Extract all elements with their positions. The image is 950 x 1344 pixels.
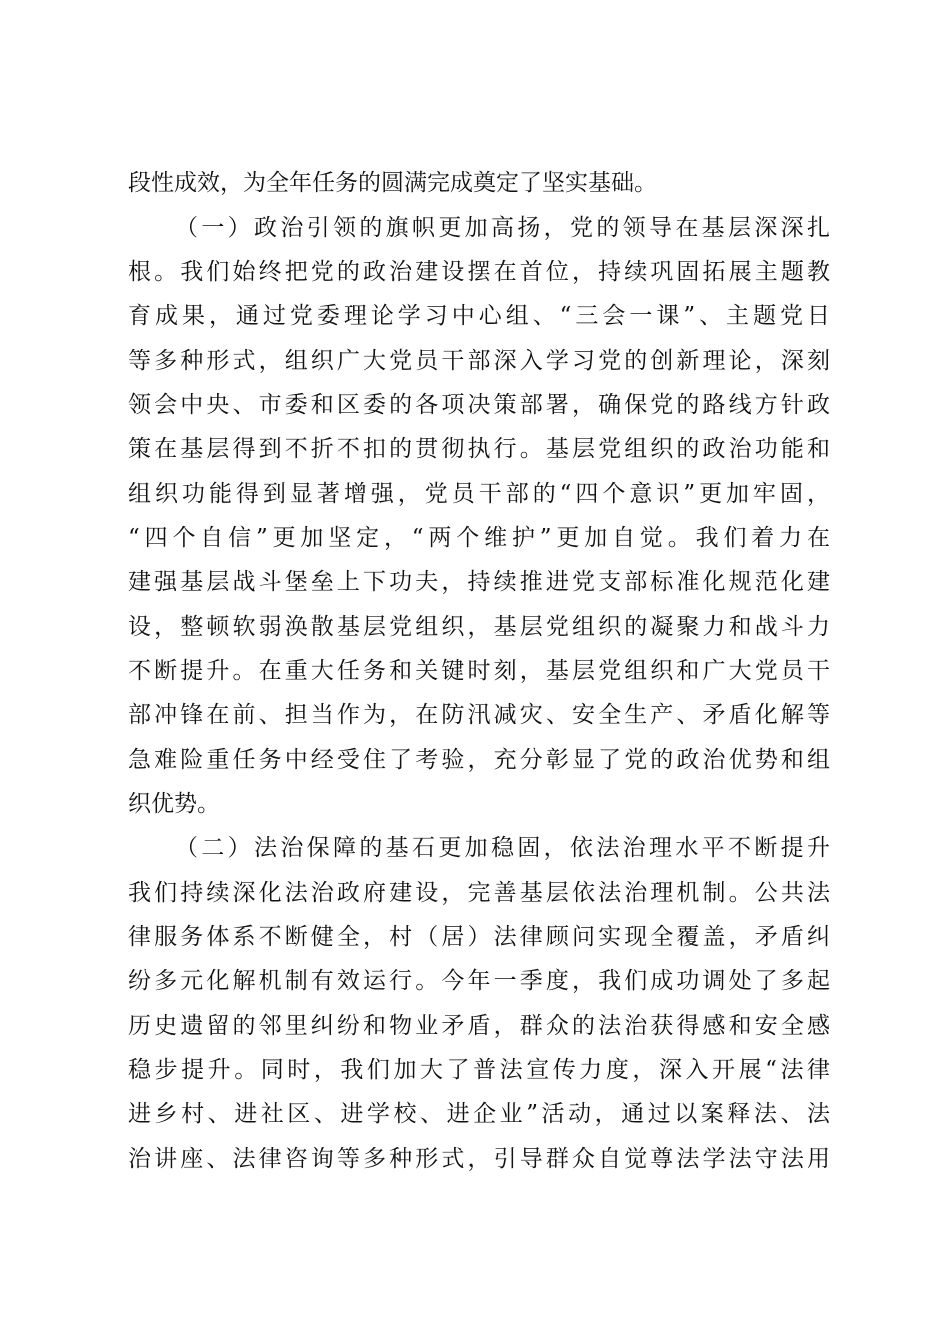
text-line: 我们持续深化法治政府建设，完善基层依法治理机制。公共法 <box>128 880 830 906</box>
text-line: 进乡村、进社区、进学校、进企业”活动，通过以案释法、法 <box>128 1101 830 1127</box>
text-line: 策在基层得到不折不扣的贯彻执行。基层党组织的政治功能和 <box>128 436 830 462</box>
text-line: 织优势。 <box>128 791 220 817</box>
text-line: 设，整顿软弱涣散基层党组织，基层党组织的凝聚力和战斗力 <box>128 614 830 640</box>
text-line: 治讲座、法律咨询等多种形式，引导群众自觉尊法学法守法用 <box>128 1146 830 1172</box>
text-line: 稳步提升。同时，我们加大了普法宣传力度，深入开展“法律 <box>128 1057 830 1083</box>
text-line: 律服务体系不断健全，村（居）法律顾问实现全覆盖，矛盾纠 <box>128 924 830 950</box>
text-line: 领会中央、市委和区委的各项决策部署，确保党的路线方针政 <box>128 392 830 418</box>
text-line: 组织功能得到显著增强，党员干部的“四个意识”更加牢固， <box>128 481 830 507</box>
text-line: 不断提升。在重大任务和关键时刻，基层党组织和广大党员干 <box>128 658 830 684</box>
text-line: 段性成效，为全年任务的圆满完成奠定了坚实基础。 <box>128 170 657 196</box>
text-line: 历史遗留的邻里纠纷和物业矛盾，群众的法治获得感和安全感 <box>128 1013 830 1039</box>
section-heading-line: （二）法治保障的基石更加稳固，依法治理水平不断提升 <box>175 835 830 861</box>
text-line: 育成果，通过党委理论学习中心组、“三会一课”、主题党日 <box>128 303 830 329</box>
text-line: 部冲锋在前、担当作为，在防汛减灾、安全生产、矛盾化解等 <box>128 702 830 728</box>
section-heading-line: （一）政治引领的旗帜更加高扬，党的领导在基层深深扎 <box>175 215 830 241</box>
text-line: 根。我们始终把党的政治建设摆在首位，持续巩固拓展主题教 <box>128 259 830 285</box>
text-line: 纷多元化解机制有效运行。今年一季度，我们成功调处了多起 <box>128 968 830 994</box>
text-line: 等多种形式，组织广大党员干部深入学习党的创新理论，深刻 <box>128 348 830 374</box>
text-line: 急难险重任务中经受住了考验，充分彰显了党的政治优势和组 <box>128 747 830 773</box>
text-line: 建强基层战斗堡垒上下功夫，持续推进党支部标准化规范化建 <box>128 569 830 595</box>
text-line: “四个自信”更加坚定，“两个维护”更加自觉。我们着力在 <box>128 525 830 551</box>
